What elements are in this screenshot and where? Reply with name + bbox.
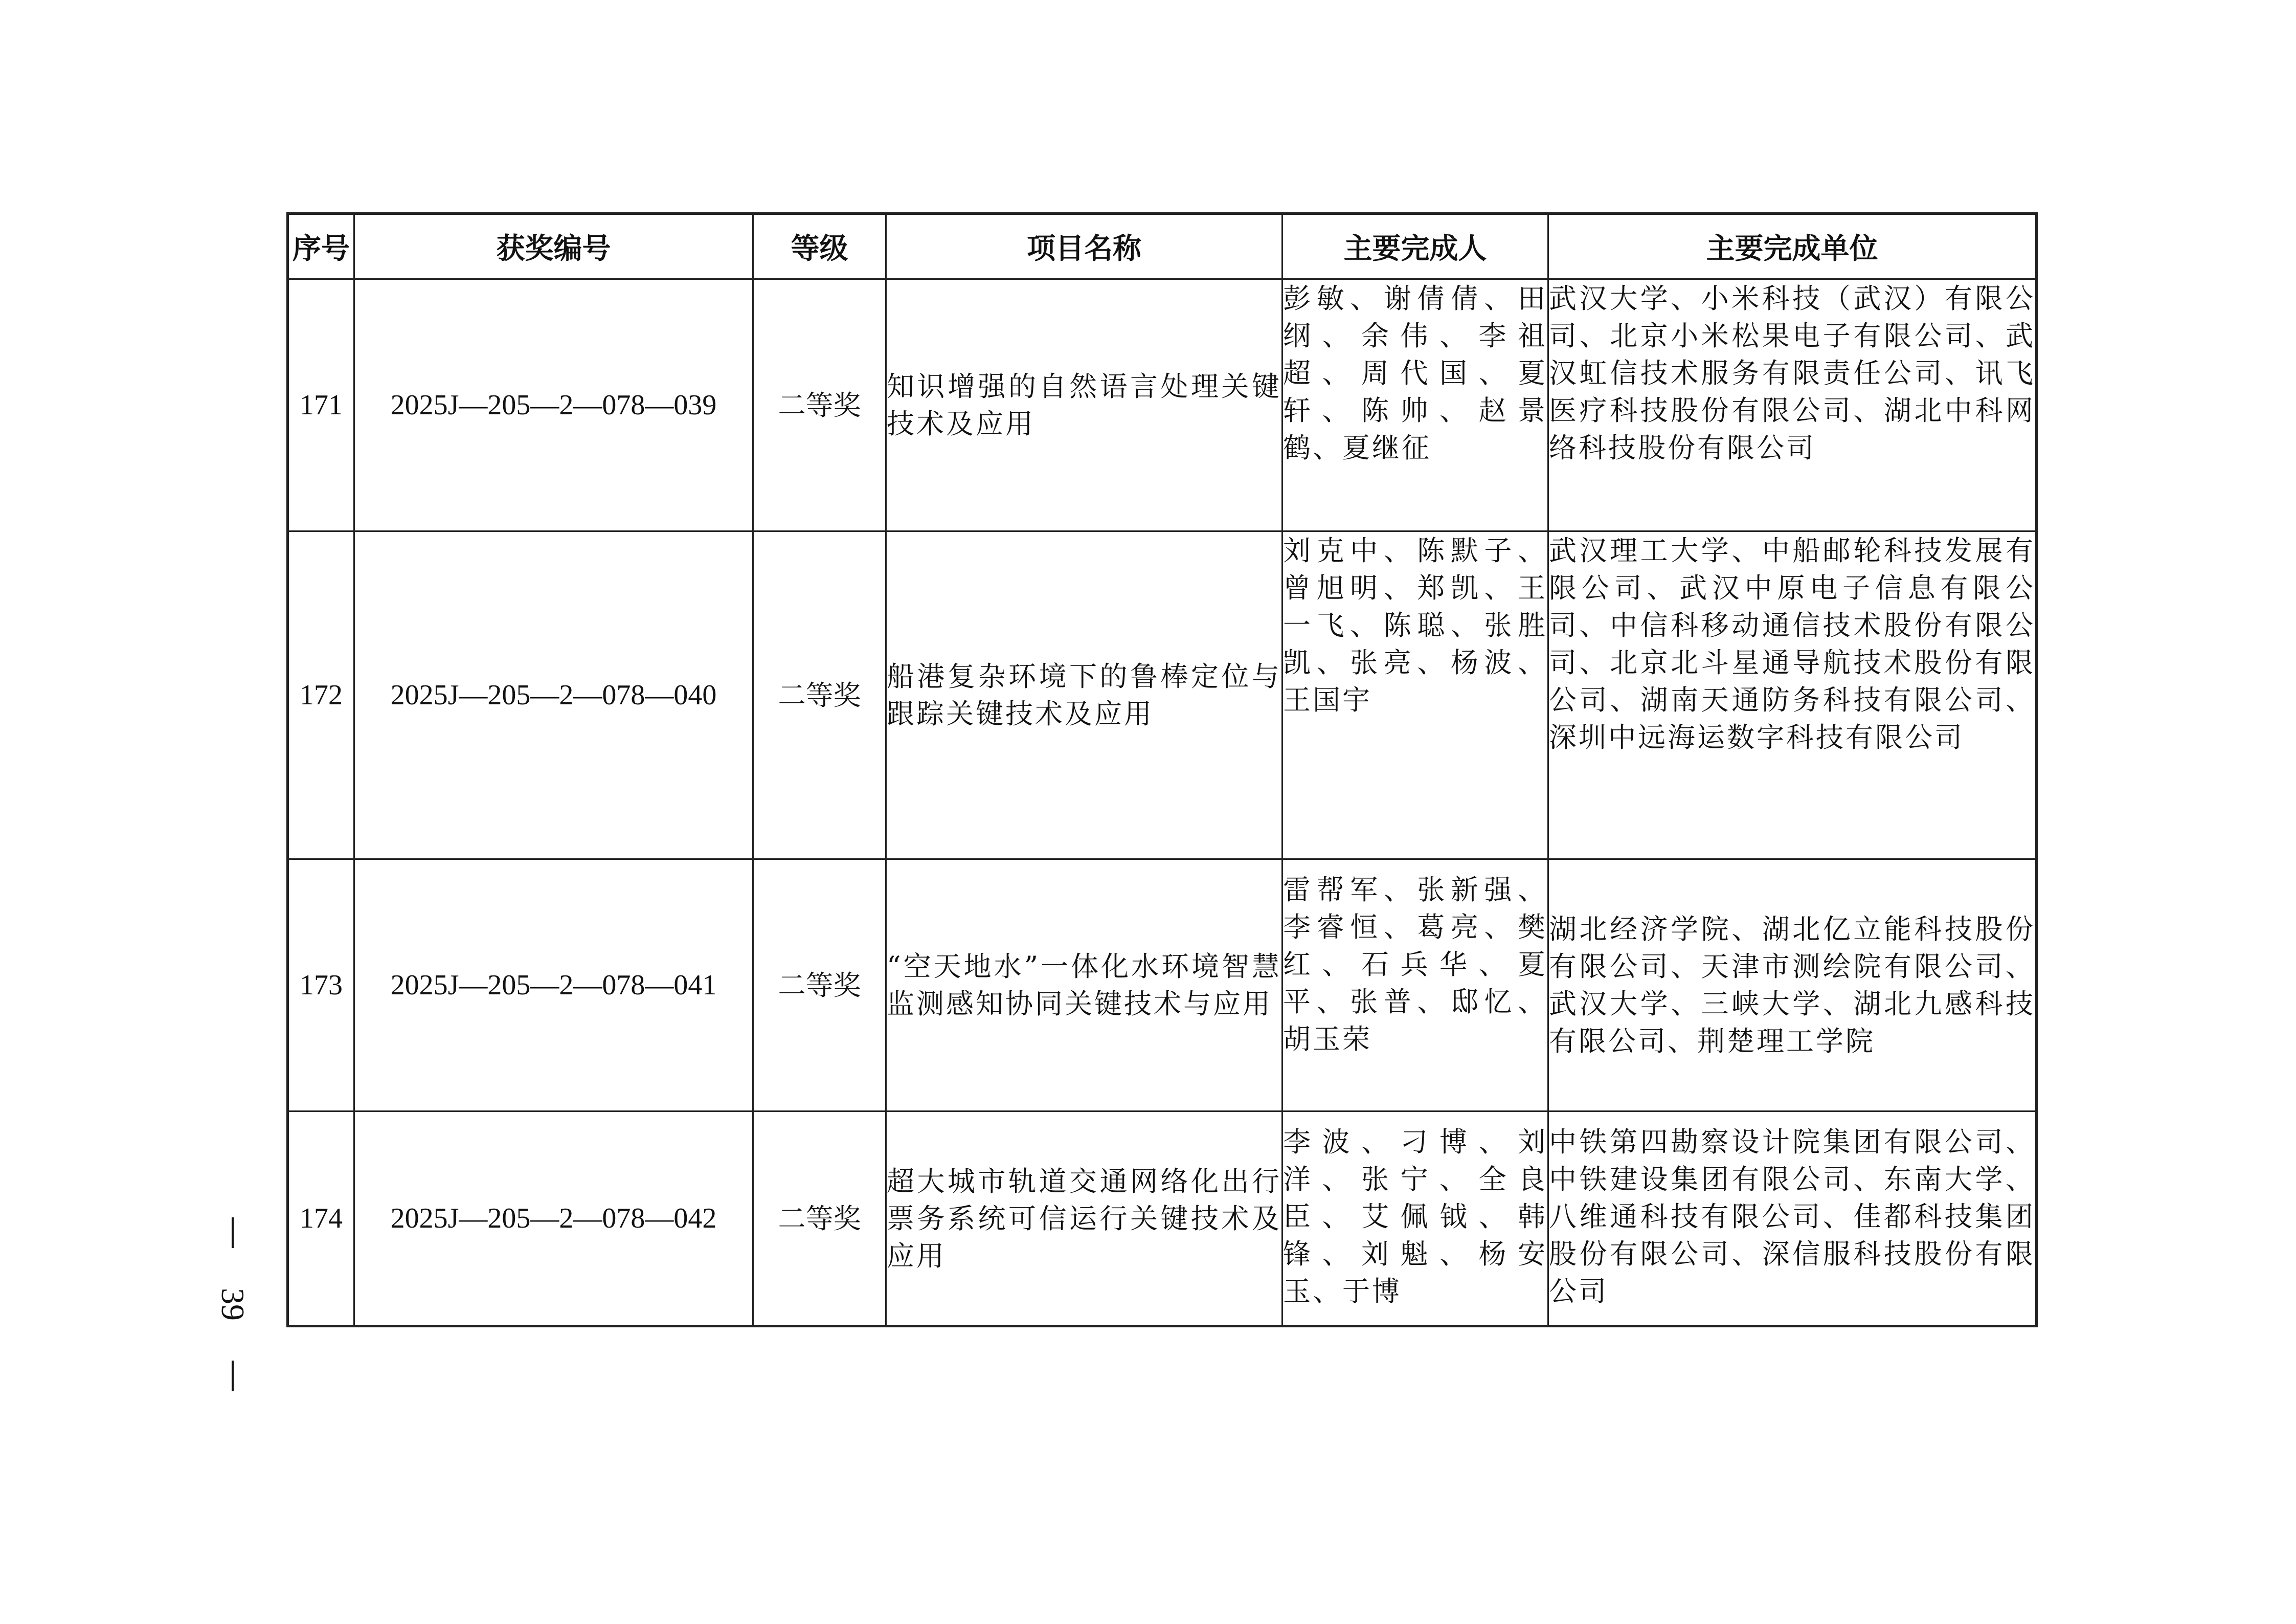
header-project-name: 项目名称: [886, 214, 1282, 279]
cell-project-name: [886, 859, 1282, 1111]
cell-project-name: [886, 1111, 1282, 1326]
units-text: 湖北经济学院、湖北亿立能科技股份有限公司、天津市测绘院有限公司、武汉大学、三峡大学、湖北九感科技有限公司、荆楚理工学院: [1549, 913, 2035, 1057]
contributors-text: 彭敏、谢倩倩、田纲、余伟、李祖超、周代国、夏轩、陈帅、赵景鹤、夏继征: [1283, 282, 1547, 464]
project-name-text: “空天地水”一体化水环境智慧监测感知协同关键技术与应用: [887, 950, 1281, 1020]
contributors-text: 雷帮军、张新强、李睿恒、葛亮、樊红、石兵华、夏平、张普、邸忆、胡玉荣: [1283, 874, 1547, 1055]
project-name-text: 超大城市轨道交通网络化出行票务系统可信运行关键技术及应用: [887, 1165, 1281, 1272]
contributors-text: 李波、刁博、刘洋、张宁、全良臣、艾佩钺、韩锋、刘魁、杨安玉、于博: [1283, 1126, 1547, 1307]
table-row: [288, 531, 2037, 859]
cell-grade: 二等奖: [753, 279, 886, 531]
header-grade: 等级: [753, 214, 886, 279]
cell-seq: 173: [288, 859, 354, 1111]
awards-table: [286, 212, 2038, 1327]
cell-units: [1548, 1111, 2037, 1326]
cell-seq: 172: [288, 531, 354, 859]
cell-project-name: [886, 279, 1282, 531]
cell-contributors: [1282, 859, 1548, 1111]
cell-units: [1548, 859, 2037, 1111]
header-main-contributors: 主要完成人: [1282, 214, 1548, 279]
cell-units: [1548, 279, 2037, 531]
table-row: [288, 859, 2037, 1111]
cell-award-code: 2025J—205—2—078—040: [354, 531, 753, 859]
page-number-dash-top: [232, 1217, 234, 1248]
cell-grade: 二等奖: [753, 859, 886, 1111]
header-award-code: 获奖编号: [354, 214, 753, 279]
cell-grade: 二等奖: [753, 1111, 886, 1326]
project-name-text: 船港复杂环境下的鲁棒定位与跟踪关键技术及应用: [887, 660, 1281, 730]
cell-award-code: 2025J—205—2—078—041: [354, 859, 753, 1111]
units-text: 武汉理工大学、中船邮轮科技发展有限公司、武汉中原电子信息有限公司、中信科移动通信技术股份有限公司、北京北斗星通导航技术股份有限公司、湖南天通防务科技有限公司、深圳中远海运数字科技有限公司: [1549, 535, 2035, 753]
page-number: [205, 1217, 261, 1391]
units-text: 武汉大学、小米科技（武汉）有限公司、北京小米松果电子有限公司、武汉虹信技术服务有限责任公司、讯飞医疗科技股份有限公司、湖北中科网络科技股份有限公司: [1549, 282, 2035, 464]
cell-award-code: 2025J—205—2—078—039: [354, 279, 753, 531]
cell-seq: 174: [288, 1111, 354, 1326]
header-seq: 序号: [288, 214, 354, 279]
cell-seq: 171: [288, 279, 354, 531]
cell-project-name: [886, 531, 1282, 859]
table-header-row: [288, 214, 2037, 279]
cell-units: [1548, 531, 2037, 859]
contributors-text: 刘克中、陈默子、曾旭明、郑凯、王一飞、陈聪、张胜凯、张亮、杨波、王国宇: [1283, 535, 1547, 716]
cell-award-code: 2025J—205—2—078—042: [354, 1111, 753, 1326]
page-number-dash-bottom: [232, 1361, 234, 1391]
cell-contributors: [1282, 279, 1548, 531]
cell-grade: 二等奖: [753, 531, 886, 859]
header-main-units: 主要完成单位: [1548, 214, 2037, 279]
page-number-text: 39: [215, 1288, 251, 1321]
table-row: [288, 279, 2037, 531]
units-text: 中铁第四勘察设计院集团有限公司、中铁建设集团有限公司、东南大学、八维通科技有限公司、佳都科技集团股份有限公司、深信服科技股份有限公司: [1549, 1126, 2035, 1307]
table-row: [288, 1111, 2037, 1326]
cell-contributors: [1282, 531, 1548, 859]
project-name-text: 知识增强的自然语言处理关键技术及应用: [887, 370, 1281, 440]
cell-contributors: [1282, 1111, 1548, 1326]
